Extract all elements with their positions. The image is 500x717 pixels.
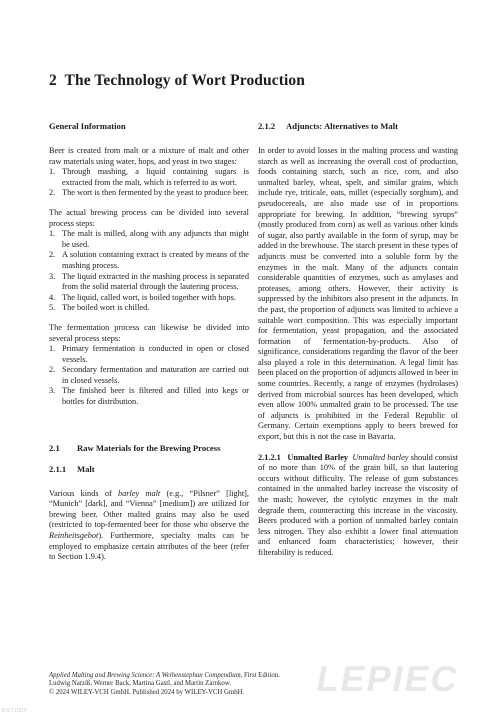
footer-authors: Ludwig Narziß, Werner Back, Martina Gastl, and Martin Zarnkow. — [49, 680, 231, 688]
list-item: 2. A solution containing extract is created by means of the mashing process. — [49, 250, 249, 270]
chapter-title — [49, 72, 305, 90]
adjuncts-paragraph: In order to avoid losses in the malting process and wasting starch as well as increasing the overall cost of production, foods containing starch, such as rice, corn, and also unmalted barley, wheat, spelt, and similar grains, which include rye, triticale, oats, millet (especially sorghum), and pseudocereals, are also made use of in proportions appropriate for brewing. In addition, “brewing syrups” (mostly produced from corn) as well as various other kinds of sugar, also partly available in the form of syrup, may be added in the brewhouse. The starch present in these types of adjuncts must be converted into a soluble form by the enzymes in the malt. Many of the adjuncts contain considerable quantities of enzymes, such as amylases and proteases, among others. However, their activity is suppressed by the inhibitors also present in the adjuncts. In the past, the proportion of adjuncts was limited to achieve a suitable wort composition. This was especially important for fermentation, yeast propagation, and the associated formation of fermentation-by-products. Also of significance, considerations regarding the flavor of the beer also played a role in this determination. A legal limit has been placed on the proportion of adjuncts allowed in beer in some countries. Recently, a range of enzymes (hydrolases) derived from microbial sources has been developed, which even allow 100% unmalted grain to be processed. The use of adjuncts is prohibited in the Federal Republic of Germany. Certain exemptions apply to beers brewed for export, but this is not the case in Bavaria. — [258, 146, 458, 442]
list-item: 1. Through mashing, a liquid containing sugars is extracted from the malt, which is referred to as wort. — [49, 167, 249, 187]
general-info-heading: General Information — [49, 121, 126, 131]
list-item: 4. The liquid, called wort, is boiled together with hops. — [49, 292, 236, 302]
brewing-intro: The actual brewing process can be divided into several process steps: — [49, 207, 249, 228]
section-2-1-1-heading: 2.1.1 Malt — [49, 463, 95, 474]
watermark-logo: LEPIEC — [313, 658, 463, 699]
chapter-title-text: The Technology of Wort Production — [64, 72, 305, 89]
list-item: 3. The liquid extracted in the mashing process is separated from the solid material through the lautering process. — [49, 271, 249, 292]
stages-list — [49, 167, 249, 199]
section-2-1-heading: 2.1 Raw Materials for the Brewing Process — [49, 442, 221, 453]
brewing-steps-list — [49, 229, 249, 314]
footer-copyright: © 2024 WILEY-VCH GmbH. Published 2024 by WILEY-VCH GmbH. — [49, 688, 245, 696]
intro-paragraph: Beer is created from malt or a mixture of malt and other raw materials using water, hops, and yeast in two stages: — [49, 146, 249, 166]
section-2-1-2-1-heading: 2.1.2.1 Unmalted Barley — [258, 452, 349, 462]
list-item: 5. The boiled wort is chilled. — [49, 303, 150, 313]
fermentation-steps-list — [49, 344, 249, 408]
fermentation-intro: The fermentation process can likewise be divided into several process steps: — [49, 322, 249, 343]
side-watermark: ESTUDY — [2, 708, 28, 714]
list-item: 2. Secondary fermentation and maturation are carried out in closed vessels. — [49, 365, 249, 385]
list-item: 2. The wort is then fermented by the yeast to produce beer. — [49, 188, 249, 198]
list-item: 1. The malt is milled, along with any adjuncts that might be used. — [49, 229, 249, 249]
left-column — [49, 121, 249, 563]
chapter-number: 2 — [49, 72, 57, 89]
right-column — [258, 121, 458, 559]
unmalted-barley-paragraph: 2.1.2.1 Unmalted Barley Unmalted barley should consist of no more than 10% of the grain bill, so that lautering occurs without difficulty. The release of gum substances contained in the unmalted barley increase the viscosity of the mash; however, the cytolytic enzymes in the malt degrade them, counteracting this increase in the viscosity. Beers produced with a portion of unmalted barley contain less nitrogen. They also exhibit a lower final attenuation and enhanced foam characteristics; however, their filterability is reduced. — [258, 452, 458, 557]
malt-paragraph: Various kinds of barley malt (e.g., “Pilsner” [light], “Munich” [dark], and “Vienna” [medium]) are utilized for brewing beer. Other malted grains may also be used (restricted to top-fermented beer for those who observe the Reinheitsgebot). Furthermore, specialty malts can be employed to emphasize certain attributes of the beer (refer to Section 1.9.4). — [49, 488, 249, 562]
footer-citation: Applied Malting and Brewing Science: A Weihenstephan Compendium, First Edition. — [49, 672, 280, 679]
list-item: 3. The finished beer is filtered and filled into kegs or bottles for distribution. — [49, 386, 249, 407]
list-item: 1. Primary fermentation is conducted in open or closed vessels. — [49, 344, 249, 364]
section-2-1-2-heading: 2.1.2 Adjuncts: Alternatives to Malt — [258, 121, 398, 131]
